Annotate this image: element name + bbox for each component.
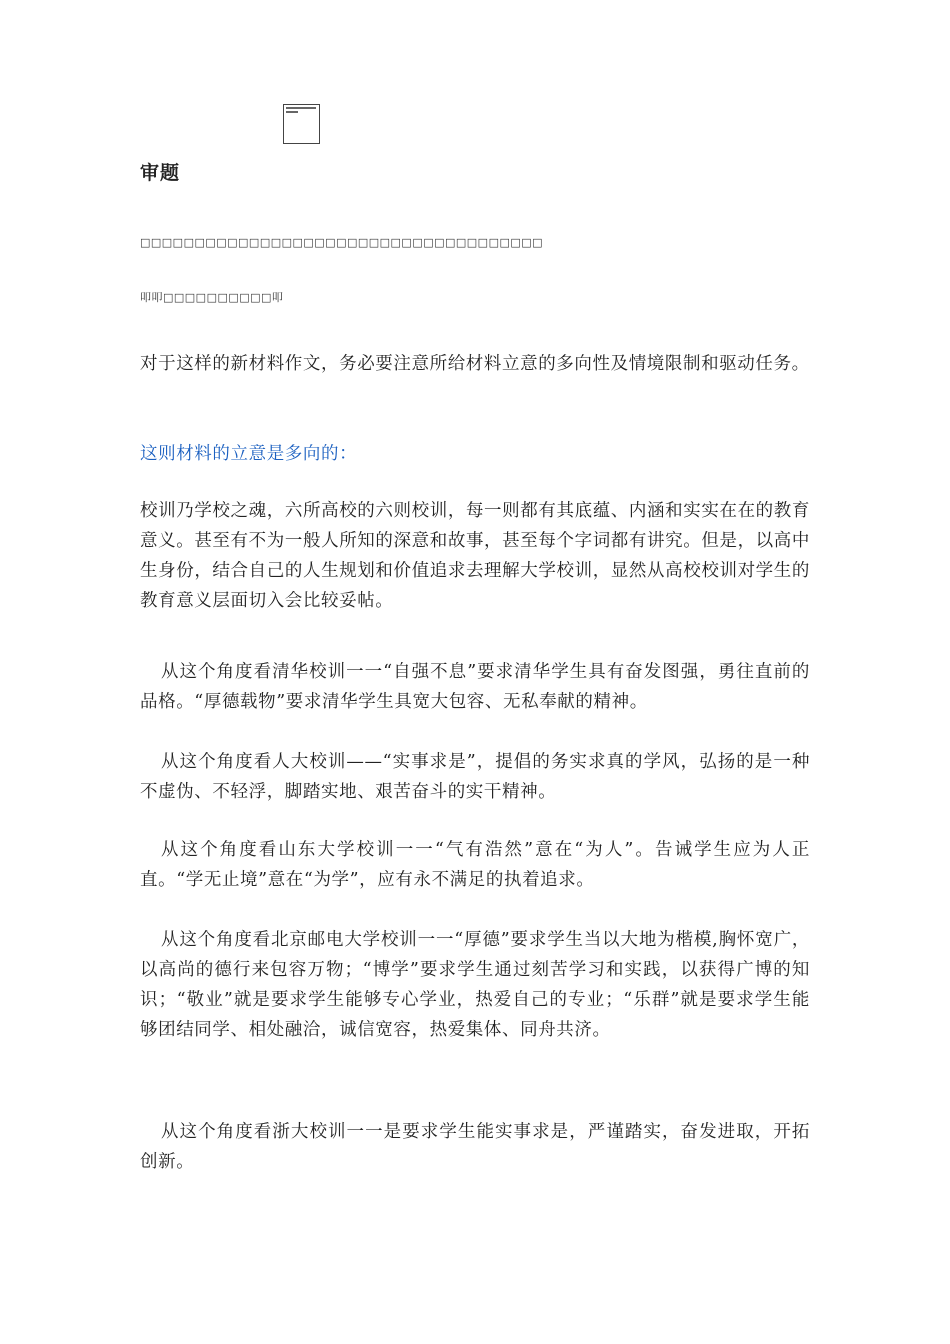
body-paragraph-tsinghua: 从这个角度看清华校训一一“自强不息”要求清华学生具有奋发图强，勇往直前的品格。“厚德载物”要求清华学生具宽大包容、无私奉献的精神。: [140, 662, 810, 712]
section-heading: 审题: [140, 162, 181, 184]
image-caption-line: [286, 107, 316, 109]
garbled-text-line: 叩叩□□□□□□□□□□叩: [140, 291, 284, 304]
garbled-text-line: □□□□□□□□□□□□□□□□□□□□□□□□□□□□□□□□□□□□□: [140, 236, 544, 249]
embedded-image-placeholder: [283, 104, 320, 144]
body-paragraph-renda: 从这个角度看人大校训——“实事求是”，提倡的务实求真的学风，弘扬的是一种不虚伪、不轻浮，脚踏实地、艰苦奋斗的实干精神。: [140, 752, 810, 802]
body-paragraph-zju: 从这个角度看浙大校训一一是要求学生能实事求是，严谨踏实，奋发进取，开拓创新。: [140, 1122, 810, 1172]
body-paragraph-shandong: 从这个角度看山东大学校训一一“气有浩然”意在“为人”。告诫学生应为人正直。“学无止境”意在“为学”，应有永不满足的执着追求。: [140, 840, 810, 890]
intro-paragraph: 对于这样的新材料作文，务必要注意所给材料立意的多向性及情境限制和驱动任务。: [140, 354, 810, 374]
image-caption-line: [286, 111, 298, 113]
subheading-paragraph: 这则材料的立意是多向的：: [140, 444, 358, 464]
body-paragraph: 校训乃学校之魂，六所高校的六则校训，每一则都有其底蕴、内涵和实实在在的教育意义。甚至有不为一般人所知的深意和故事，甚至每个字词都有讲究。但是，以高中生身份，结合自己的人生规划和价值追求去理解大学校训，显然从高校校训对学生的教育意义层面切入会比较妥帖。: [140, 501, 810, 611]
body-paragraph-bupt: 从这个角度看北京邮电大学校训一一“厚德”要求学生当以大地为楷模,胸怀宽广，以高尚的德行来包容万物；“博学”要求学生通过刻苦学习和实践，以获得广博的知识；“敬业”就是要求学生能够专心学业，热爱自己的专业；“乐群”就是要求学生能够团结同学、相处融洽，诚信宽容，热爱集体、同舟共济。: [140, 930, 810, 1040]
